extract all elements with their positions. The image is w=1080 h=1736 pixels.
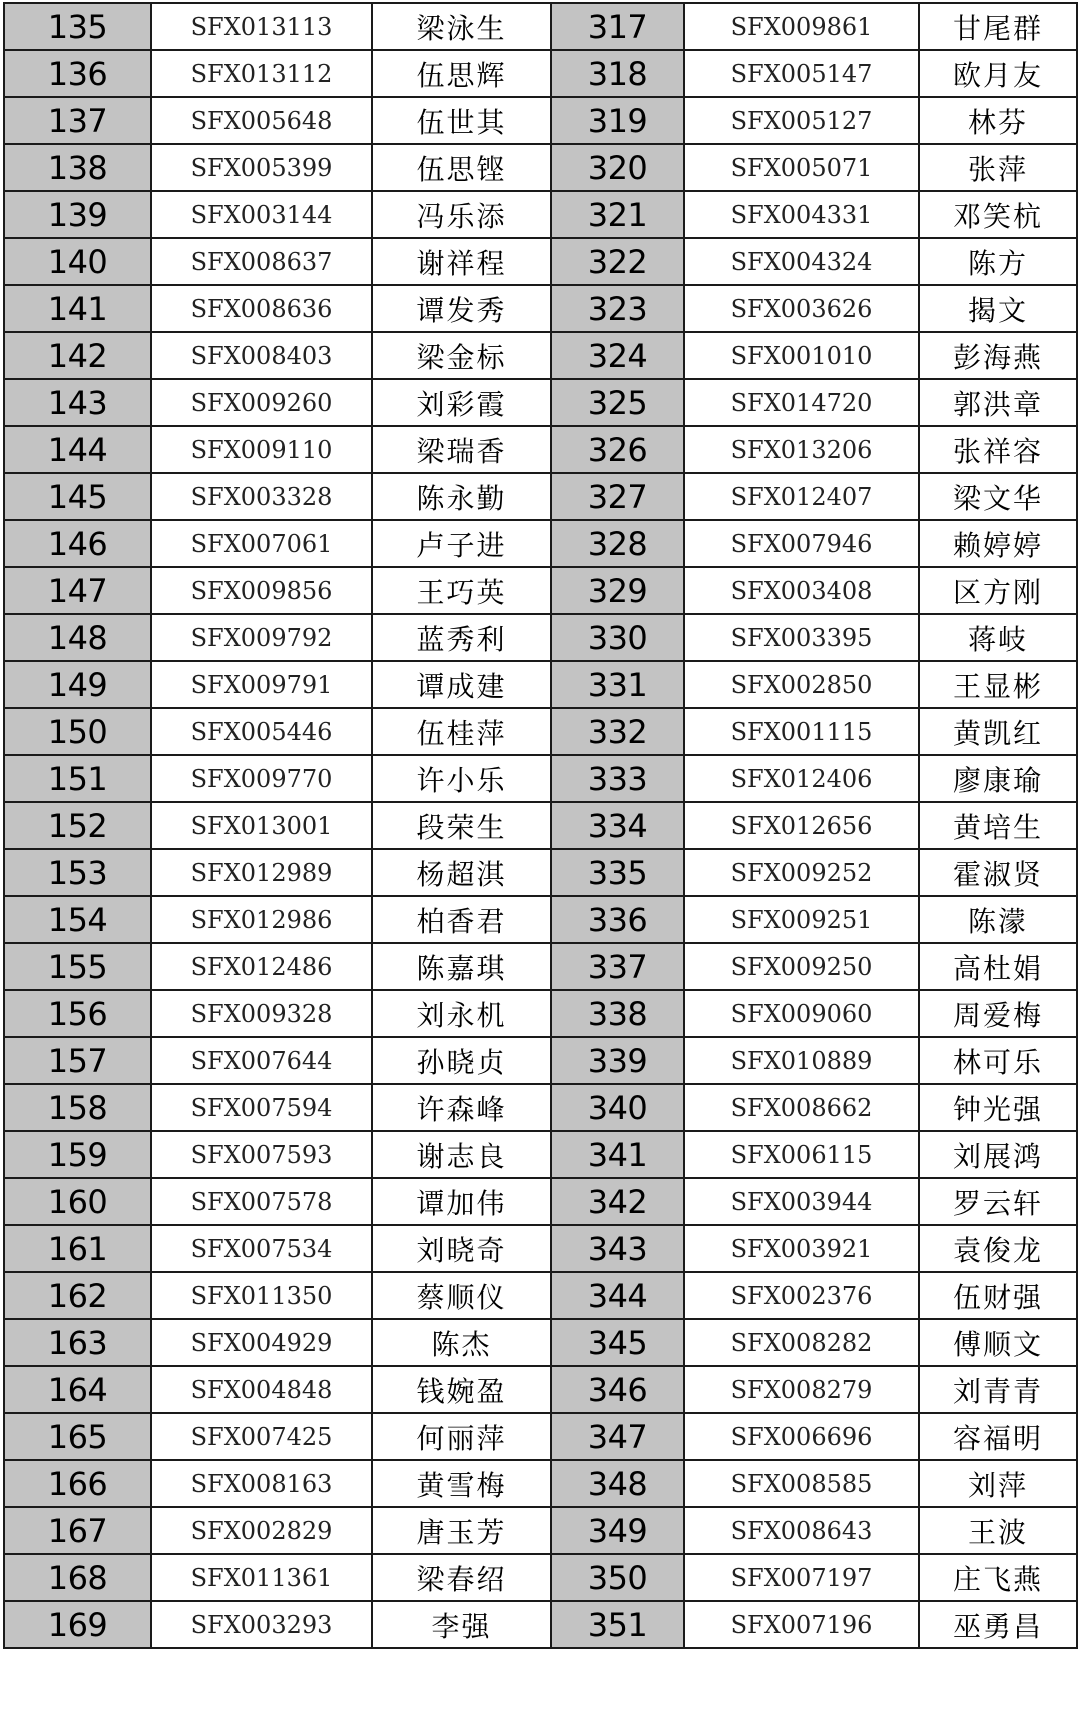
member-code-cell: SFX003944 bbox=[684, 1178, 919, 1225]
member-code-cell: SFX009861 bbox=[684, 3, 919, 50]
table-row bbox=[4, 379, 1077, 426]
serial-number-cell: 342 bbox=[551, 1178, 684, 1225]
member-name-cell: 谭加伟 bbox=[372, 1178, 551, 1225]
member-name-cell: 梁瑞香 bbox=[372, 426, 551, 473]
table-row bbox=[4, 1084, 1077, 1131]
member-code-cell: SFX008403 bbox=[151, 332, 372, 379]
serial-number-cell: 323 bbox=[551, 285, 684, 332]
member-code-cell: SFX009328 bbox=[151, 990, 372, 1037]
member-name-cell: 梁春绍 bbox=[372, 1554, 551, 1601]
table-row bbox=[4, 567, 1077, 614]
serial-number-cell: 348 bbox=[551, 1460, 684, 1507]
member-name-cell: 周爱梅 bbox=[919, 990, 1077, 1037]
member-code-cell: SFX003408 bbox=[684, 567, 919, 614]
serial-number-cell: 332 bbox=[551, 708, 684, 755]
serial-number-cell: 143 bbox=[4, 379, 151, 426]
member-name-cell: 陈杰 bbox=[372, 1319, 551, 1366]
serial-number-cell: 334 bbox=[551, 802, 684, 849]
member-name-cell: 王波 bbox=[919, 1507, 1077, 1554]
member-code-cell: SFX009856 bbox=[151, 567, 372, 614]
member-code-cell: SFX007425 bbox=[151, 1413, 372, 1460]
member-name-cell: 黄雪梅 bbox=[372, 1460, 551, 1507]
serial-number-cell: 151 bbox=[4, 755, 151, 802]
member-code-cell: SFX003144 bbox=[151, 191, 372, 238]
table-row bbox=[4, 1037, 1077, 1084]
serial-number-cell: 350 bbox=[551, 1554, 684, 1601]
table-row bbox=[4, 285, 1077, 332]
member-code-cell: SFX009060 bbox=[684, 990, 919, 1037]
member-code-cell: SFX011350 bbox=[151, 1272, 372, 1319]
member-name-cell: 容福明 bbox=[919, 1413, 1077, 1460]
member-code-cell: SFX008282 bbox=[684, 1319, 919, 1366]
member-name-cell: 梁文华 bbox=[919, 473, 1077, 520]
serial-number-cell: 156 bbox=[4, 990, 151, 1037]
member-code-cell: SFX012986 bbox=[151, 896, 372, 943]
serial-number-cell: 139 bbox=[4, 191, 151, 238]
member-code-cell: SFX005399 bbox=[151, 144, 372, 191]
serial-number-cell: 154 bbox=[4, 896, 151, 943]
member-code-cell: SFX001115 bbox=[684, 708, 919, 755]
member-code-cell: SFX003626 bbox=[684, 285, 919, 332]
member-code-cell: SFX002850 bbox=[684, 661, 919, 708]
member-code-cell: SFX007534 bbox=[151, 1225, 372, 1272]
table-row bbox=[4, 1601, 1077, 1648]
serial-number-cell: 155 bbox=[4, 943, 151, 990]
serial-number-cell: 152 bbox=[4, 802, 151, 849]
serial-number-cell: 343 bbox=[551, 1225, 684, 1272]
member-name-cell: 廖康瑜 bbox=[919, 755, 1077, 802]
table-row bbox=[4, 473, 1077, 520]
member-code-cell: SFX007946 bbox=[684, 520, 919, 567]
member-code-cell: SFX010889 bbox=[684, 1037, 919, 1084]
roster-table-body bbox=[4, 3, 1077, 1648]
member-name-cell: 蔡顺仪 bbox=[372, 1272, 551, 1319]
member-name-cell: 袁俊龙 bbox=[919, 1225, 1077, 1272]
serial-number-cell: 351 bbox=[551, 1601, 684, 1648]
member-name-cell: 甘尾群 bbox=[919, 3, 1077, 50]
member-name-cell: 林可乐 bbox=[919, 1037, 1077, 1084]
table-row bbox=[4, 1131, 1077, 1178]
table-row bbox=[4, 802, 1077, 849]
member-code-cell: SFX009791 bbox=[151, 661, 372, 708]
member-code-cell: SFX009250 bbox=[684, 943, 919, 990]
serial-number-cell: 169 bbox=[4, 1601, 151, 1648]
member-name-cell: 郭洪章 bbox=[919, 379, 1077, 426]
member-code-cell: SFX013001 bbox=[151, 802, 372, 849]
member-code-cell: SFX007578 bbox=[151, 1178, 372, 1225]
member-code-cell: SFX008163 bbox=[151, 1460, 372, 1507]
table-row bbox=[4, 1413, 1077, 1460]
table-row bbox=[4, 1178, 1077, 1225]
member-name-cell: 谢志良 bbox=[372, 1131, 551, 1178]
serial-number-cell: 141 bbox=[4, 285, 151, 332]
member-name-cell: 揭文 bbox=[919, 285, 1077, 332]
serial-number-cell: 345 bbox=[551, 1319, 684, 1366]
member-code-cell: SFX013206 bbox=[684, 426, 919, 473]
member-code-cell: SFX009251 bbox=[684, 896, 919, 943]
member-code-cell: SFX009252 bbox=[684, 849, 919, 896]
table-row bbox=[4, 1554, 1077, 1601]
serial-number-cell: 147 bbox=[4, 567, 151, 614]
member-code-cell: SFX008279 bbox=[684, 1366, 919, 1413]
member-name-cell: 黄培生 bbox=[919, 802, 1077, 849]
member-code-cell: SFX008585 bbox=[684, 1460, 919, 1507]
member-code-cell: SFX012989 bbox=[151, 849, 372, 896]
roster-sheet bbox=[3, 2, 1076, 1734]
serial-number-cell: 325 bbox=[551, 379, 684, 426]
member-name-cell: 刘萍 bbox=[919, 1460, 1077, 1507]
member-name-cell: 霍淑贤 bbox=[919, 849, 1077, 896]
member-name-cell: 伍财强 bbox=[919, 1272, 1077, 1319]
member-name-cell: 伍世其 bbox=[372, 97, 551, 144]
member-name-cell: 陈濛 bbox=[919, 896, 1077, 943]
serial-number-cell: 341 bbox=[551, 1131, 684, 1178]
member-name-cell: 林芬 bbox=[919, 97, 1077, 144]
member-name-cell: 区方刚 bbox=[919, 567, 1077, 614]
member-name-cell: 蒋岐 bbox=[919, 614, 1077, 661]
member-code-cell: SFX008643 bbox=[684, 1507, 919, 1554]
member-name-cell: 钟光强 bbox=[919, 1084, 1077, 1131]
table-row bbox=[4, 1319, 1077, 1366]
member-name-cell: 杨超淇 bbox=[372, 849, 551, 896]
member-code-cell: SFX012656 bbox=[684, 802, 919, 849]
member-code-cell: SFX007594 bbox=[151, 1084, 372, 1131]
member-name-cell: 谭发秀 bbox=[372, 285, 551, 332]
table-row bbox=[4, 426, 1077, 473]
member-code-cell: SFX002376 bbox=[684, 1272, 919, 1319]
member-name-cell: 庄飞燕 bbox=[919, 1554, 1077, 1601]
serial-number-cell: 340 bbox=[551, 1084, 684, 1131]
member-code-cell: SFX009792 bbox=[151, 614, 372, 661]
member-code-cell: SFX013113 bbox=[151, 3, 372, 50]
member-name-cell: 谭成建 bbox=[372, 661, 551, 708]
member-name-cell: 伍桂萍 bbox=[372, 708, 551, 755]
member-name-cell: 王显彬 bbox=[919, 661, 1077, 708]
member-code-cell: SFX003328 bbox=[151, 473, 372, 520]
member-code-cell: SFX003293 bbox=[151, 1601, 372, 1648]
member-code-cell: SFX005127 bbox=[684, 97, 919, 144]
serial-number-cell: 157 bbox=[4, 1037, 151, 1084]
member-code-cell: SFX008636 bbox=[151, 285, 372, 332]
table-row bbox=[4, 708, 1077, 755]
member-code-cell: SFX005446 bbox=[151, 708, 372, 755]
member-name-cell: 陈嘉琪 bbox=[372, 943, 551, 990]
member-code-cell: SFX007644 bbox=[151, 1037, 372, 1084]
member-name-cell: 高杜娟 bbox=[919, 943, 1077, 990]
table-row bbox=[4, 520, 1077, 567]
member-name-cell: 张祥容 bbox=[919, 426, 1077, 473]
member-code-cell: SFX009260 bbox=[151, 379, 372, 426]
member-name-cell: 陈方 bbox=[919, 238, 1077, 285]
member-code-cell: SFX007196 bbox=[684, 1601, 919, 1648]
member-code-cell: SFX007197 bbox=[684, 1554, 919, 1601]
serial-number-cell: 165 bbox=[4, 1413, 151, 1460]
serial-number-cell: 166 bbox=[4, 1460, 151, 1507]
member-code-cell: SFX003395 bbox=[684, 614, 919, 661]
serial-number-cell: 158 bbox=[4, 1084, 151, 1131]
serial-number-cell: 321 bbox=[551, 191, 684, 238]
serial-number-cell: 329 bbox=[551, 567, 684, 614]
member-code-cell: SFX005147 bbox=[684, 50, 919, 97]
member-name-cell: 王巧英 bbox=[372, 567, 551, 614]
table-row bbox=[4, 50, 1077, 97]
member-name-cell: 伍思辉 bbox=[372, 50, 551, 97]
serial-number-cell: 346 bbox=[551, 1366, 684, 1413]
member-code-cell: SFX013112 bbox=[151, 50, 372, 97]
serial-number-cell: 330 bbox=[551, 614, 684, 661]
serial-number-cell: 338 bbox=[551, 990, 684, 1037]
serial-number-cell: 137 bbox=[4, 97, 151, 144]
serial-number-cell: 138 bbox=[4, 144, 151, 191]
serial-number-cell: 163 bbox=[4, 1319, 151, 1366]
member-code-cell: SFX009770 bbox=[151, 755, 372, 802]
member-name-cell: 黄凯红 bbox=[919, 708, 1077, 755]
member-name-cell: 刘展鸿 bbox=[919, 1131, 1077, 1178]
serial-number-cell: 327 bbox=[551, 473, 684, 520]
member-name-cell: 伍思铿 bbox=[372, 144, 551, 191]
table-row bbox=[4, 238, 1077, 285]
member-name-cell: 刘彩霞 bbox=[372, 379, 551, 426]
serial-number-cell: 161 bbox=[4, 1225, 151, 1272]
serial-number-cell: 149 bbox=[4, 661, 151, 708]
serial-number-cell: 160 bbox=[4, 1178, 151, 1225]
member-name-cell: 赖婷婷 bbox=[919, 520, 1077, 567]
table-row bbox=[4, 614, 1077, 661]
serial-number-cell: 333 bbox=[551, 755, 684, 802]
serial-number-cell: 144 bbox=[4, 426, 151, 473]
table-row bbox=[4, 943, 1077, 990]
member-name-cell: 李强 bbox=[372, 1601, 551, 1648]
member-code-cell: SFX009110 bbox=[151, 426, 372, 473]
serial-number-cell: 164 bbox=[4, 1366, 151, 1413]
member-code-cell: SFX005648 bbox=[151, 97, 372, 144]
member-name-cell: 蓝秀利 bbox=[372, 614, 551, 661]
member-code-cell: SFX004848 bbox=[151, 1366, 372, 1413]
member-name-cell: 刘晓奇 bbox=[372, 1225, 551, 1272]
member-name-cell: 许森峰 bbox=[372, 1084, 551, 1131]
serial-number-cell: 322 bbox=[551, 238, 684, 285]
table-row bbox=[4, 661, 1077, 708]
serial-number-cell: 319 bbox=[551, 97, 684, 144]
member-code-cell: SFX004331 bbox=[684, 191, 919, 238]
member-name-cell: 冯乐添 bbox=[372, 191, 551, 238]
serial-number-cell: 336 bbox=[551, 896, 684, 943]
member-name-cell: 彭海燕 bbox=[919, 332, 1077, 379]
member-code-cell: SFX012486 bbox=[151, 943, 372, 990]
table-row bbox=[4, 755, 1077, 802]
member-name-cell: 陈永勤 bbox=[372, 473, 551, 520]
member-name-cell: 巫勇昌 bbox=[919, 1601, 1077, 1648]
serial-number-cell: 135 bbox=[4, 3, 151, 50]
table-row bbox=[4, 1272, 1077, 1319]
member-name-cell: 张萍 bbox=[919, 144, 1077, 191]
serial-number-cell: 320 bbox=[551, 144, 684, 191]
serial-number-cell: 328 bbox=[551, 520, 684, 567]
table-row bbox=[4, 990, 1077, 1037]
serial-number-cell: 146 bbox=[4, 520, 151, 567]
member-name-cell: 邓笑杭 bbox=[919, 191, 1077, 238]
serial-number-cell: 317 bbox=[551, 3, 684, 50]
member-code-cell: SFX006696 bbox=[684, 1413, 919, 1460]
table-row bbox=[4, 3, 1077, 50]
table-row bbox=[4, 896, 1077, 943]
table-row bbox=[4, 97, 1077, 144]
member-name-cell: 梁金标 bbox=[372, 332, 551, 379]
table-row bbox=[4, 1225, 1077, 1272]
member-name-cell: 孙晓贞 bbox=[372, 1037, 551, 1084]
table-row bbox=[4, 1460, 1077, 1507]
serial-number-cell: 335 bbox=[551, 849, 684, 896]
member-code-cell: SFX008637 bbox=[151, 238, 372, 285]
member-name-cell: 傅顺文 bbox=[919, 1319, 1077, 1366]
serial-number-cell: 347 bbox=[551, 1413, 684, 1460]
member-name-cell: 谢祥程 bbox=[372, 238, 551, 285]
member-name-cell: 欧月友 bbox=[919, 50, 1077, 97]
member-code-cell: SFX004324 bbox=[684, 238, 919, 285]
member-code-cell: SFX011361 bbox=[151, 1554, 372, 1601]
member-code-cell: SFX014720 bbox=[684, 379, 919, 426]
roster-table bbox=[3, 2, 1078, 1649]
serial-number-cell: 167 bbox=[4, 1507, 151, 1554]
member-code-cell: SFX007061 bbox=[151, 520, 372, 567]
member-name-cell: 刘青青 bbox=[919, 1366, 1077, 1413]
member-name-cell: 许小乐 bbox=[372, 755, 551, 802]
serial-number-cell: 349 bbox=[551, 1507, 684, 1554]
serial-number-cell: 318 bbox=[551, 50, 684, 97]
serial-number-cell: 326 bbox=[551, 426, 684, 473]
member-name-cell: 柏香君 bbox=[372, 896, 551, 943]
serial-number-cell: 140 bbox=[4, 238, 151, 285]
member-code-cell: SFX005071 bbox=[684, 144, 919, 191]
serial-number-cell: 142 bbox=[4, 332, 151, 379]
member-name-cell: 梁泳生 bbox=[372, 3, 551, 50]
member-name-cell: 段荣生 bbox=[372, 802, 551, 849]
serial-number-cell: 339 bbox=[551, 1037, 684, 1084]
serial-number-cell: 153 bbox=[4, 849, 151, 896]
member-code-cell: SFX012407 bbox=[684, 473, 919, 520]
serial-number-cell: 162 bbox=[4, 1272, 151, 1319]
serial-number-cell: 331 bbox=[551, 661, 684, 708]
table-row bbox=[4, 849, 1077, 896]
serial-number-cell: 159 bbox=[4, 1131, 151, 1178]
serial-number-cell: 168 bbox=[4, 1554, 151, 1601]
member-name-cell: 何丽萍 bbox=[372, 1413, 551, 1460]
member-code-cell: SFX007593 bbox=[151, 1131, 372, 1178]
table-row bbox=[4, 332, 1077, 379]
serial-number-cell: 324 bbox=[551, 332, 684, 379]
member-code-cell: SFX002829 bbox=[151, 1507, 372, 1554]
member-code-cell: SFX012406 bbox=[684, 755, 919, 802]
member-code-cell: SFX008662 bbox=[684, 1084, 919, 1131]
member-name-cell: 卢子进 bbox=[372, 520, 551, 567]
member-name-cell: 唐玉芳 bbox=[372, 1507, 551, 1554]
serial-number-cell: 150 bbox=[4, 708, 151, 755]
serial-number-cell: 148 bbox=[4, 614, 151, 661]
member-code-cell: SFX003921 bbox=[684, 1225, 919, 1272]
serial-number-cell: 344 bbox=[551, 1272, 684, 1319]
serial-number-cell: 136 bbox=[4, 50, 151, 97]
table-row bbox=[4, 144, 1077, 191]
serial-number-cell: 145 bbox=[4, 473, 151, 520]
member-name-cell: 罗云轩 bbox=[919, 1178, 1077, 1225]
table-row bbox=[4, 1507, 1077, 1554]
member-code-cell: SFX001010 bbox=[684, 332, 919, 379]
table-row bbox=[4, 191, 1077, 238]
member-code-cell: SFX006115 bbox=[684, 1131, 919, 1178]
serial-number-cell: 337 bbox=[551, 943, 684, 990]
member-code-cell: SFX004929 bbox=[151, 1319, 372, 1366]
member-name-cell: 钱婉盈 bbox=[372, 1366, 551, 1413]
member-name-cell: 刘永机 bbox=[372, 990, 551, 1037]
table-row bbox=[4, 1366, 1077, 1413]
